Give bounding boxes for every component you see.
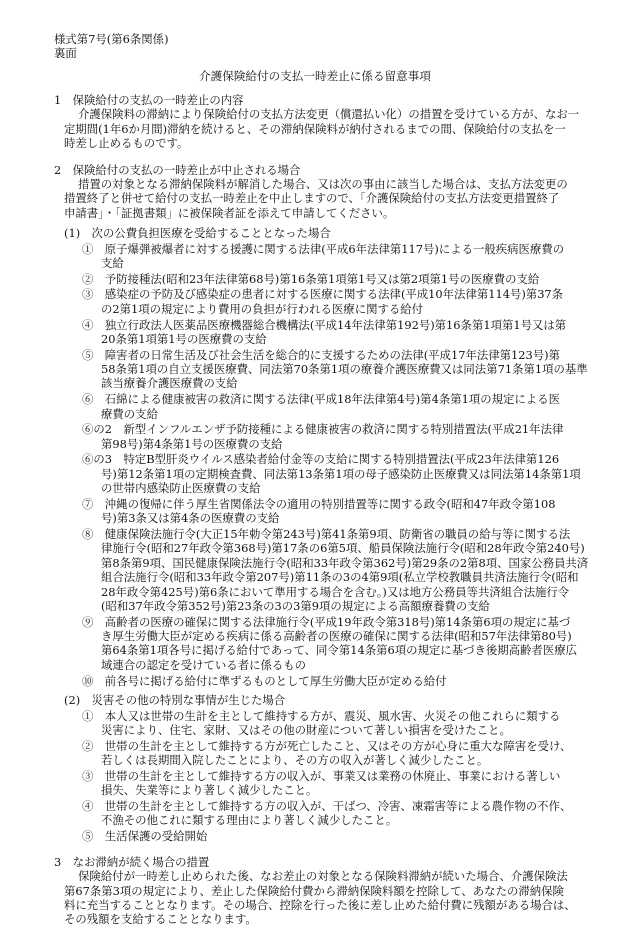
- section-body-line: 料に充当することとなります。その場合、控除を行った後に差し止めた給付費に残額がある場合は、: [64, 897, 576, 912]
- section-body-line: 時差し止めるものです。: [64, 136, 189, 151]
- list-item-line: 律施行令(昭和27年政令第368号)第17条の6第5項、船員保険法施行令(昭和28年政令第240号): [101, 541, 585, 556]
- form-number: 様式第7号(第6条関係): [54, 32, 169, 46]
- section-body-line: その残額を支給することとなります。: [64, 912, 257, 926]
- section-body-line: 措置終了と併せて給付の支払一時差止を中止しますので、「介護保険給付の支払方法変更措置終了: [64, 191, 560, 206]
- list-item-line: ② 世帯の生計を主として維持する方が死亡したこと、又はその方が心身に重大な障害を受け、: [82, 738, 572, 753]
- list-item-line: 支給: [101, 256, 124, 270]
- section-heading: 2 保険給付の支払の一時差止が中止される場合: [54, 162, 301, 177]
- list-item-line: ⑤ 生活保護の受給開始: [82, 829, 208, 843]
- list-item-line: 該当療養介護医療費の支給: [101, 376, 238, 391]
- list-item-line: ⑥の2 新型インフルエンザ予防接種による健康被害の救済に関する特別措置法(平成21年法律: [82, 422, 564, 437]
- list-item-line: の世帯内感染防止医療費の支給: [101, 481, 261, 496]
- list-item-line: の2第1項の規定により費用の負担が行われる医療に関する給付: [101, 301, 424, 316]
- list-item-line: 域連合の認定を受けている者に係るもの: [101, 657, 307, 672]
- list-item-line: 組合法施行令(昭和33年政令第207号)第11条の3の4第9項(私立学校教職員共済法施行令(昭和: [101, 570, 579, 585]
- subsection-heading: (1) 次の公費負担医療を受給することとなった場合: [64, 226, 331, 241]
- list-item-line: ⑨ 高齢者の医療の確保に関する法律施行令(平成19年政令第318号)第14条第6項の規定に基づ: [82, 614, 571, 629]
- list-item-line: 不漁その他これに類する理由により著しく減少したこと。: [101, 813, 398, 828]
- list-item-line: 第98号)第4条第1号の医療費の支給: [101, 436, 283, 451]
- list-item-line: 号)第3条又は第4条の医療費の支給: [101, 511, 280, 526]
- section-body-line: 介護保険料の滞納により保険給付の支払方法変更（償還払い化）の措置を受けている方が、なお一: [78, 107, 580, 122]
- list-item-line: 災害により、住宅、家財、又はその他の財産について著しい損害を受けたこと。: [101, 723, 511, 737]
- list-item-line: ④ 独立行政法人医薬品医療機器総合機構法(平成14年法律第192号)第16条第1項第1号又は第: [82, 317, 567, 332]
- list-item-line: ③ 感染症の予防及び感染症の患者に対する医療に関する法律(平成10年法律第114号)第37条: [82, 287, 564, 302]
- list-item-line: ① 本人又は世帯の生計を主として維持する方が、震災、風水害、火災その他これらに類する: [82, 708, 561, 723]
- list-item-line: ⑧ 健康保険法施行令(大正15年勅令第243号)第41条第9項、防衛省の職員の給与等に関する法: [82, 526, 571, 541]
- list-item-line: ⑩ 前各号に掲げる給付に準ずるものとして厚生労働大臣が定める給付: [82, 673, 447, 688]
- list-item-line: 号)第12条第1項の定期検査費、同法第13条第1項の母子感染防止医療費又は同法第14条第1項: [101, 466, 581, 481]
- list-item-line: 療費の支給: [101, 406, 158, 421]
- list-item-line: ③ 世帯の生計を主として維持する方の収入が、事業又は業務の休廃止、事業における著しい: [82, 768, 561, 783]
- list-item-line: 若しくは長期間入院したことにより、その方の収入が著しく減少したこと。: [101, 753, 489, 768]
- list-item-line: ④ 世帯の生計を主として維持する方の収入が、干ばつ、冷害、凍霜害等による農作物の不作、: [82, 798, 572, 813]
- document-title: 介護保険給付の支払一時差止に係る留意事項: [199, 69, 431, 83]
- list-item-line: き厚生労働大臣が定める疾病に係る高齢者の医療の確保に関する法律(昭和57年法律第80号): [101, 629, 572, 643]
- list-item-line: ② 予防接種法(昭和23年法律第68号)第16条第1項第1号又は第2項第1号の医療費の支給: [82, 271, 540, 286]
- section-body-line: 措置の対象となる滞納保険料が解消した場合、又は次の事由に該当した場合は、支払方法変更の: [78, 177, 568, 191]
- list-item-line: 第64条第1項各号に掲げる給付であって、同令第14条第6項の規定に基づき後期高齢者医療広: [101, 643, 577, 658]
- list-item-line: 28年政令第425号)第6条において準用する場合を含む。)又は地方公務員等共済組合法施行令: [101, 584, 570, 599]
- list-item-line: ① 原子爆弾被爆者に対する援護に関する法律(平成6年法律第117号)による一般疾病医療費の: [82, 241, 565, 256]
- list-item-line: ⑥の3 特定B型肝炎ウイルス感染者給付金等の支給に関する特別措置法(平成23年法律第126: [82, 452, 560, 467]
- section-heading: 1 保険給付の支払の一時差止の内容: [54, 93, 244, 107]
- list-item-line: ⑤ 障害者の日常生活及び社会生活を総合的に支援するための法律(平成17年法律第123号)第: [82, 347, 560, 362]
- section-body-line: 定期間(1年6か月間)滞納を続けると、その滞納保険料が納付されるまでの間、保険給付の支払を一: [64, 121, 566, 136]
- list-item-line: 20条第1項第1号の医療費の支給: [101, 331, 267, 346]
- section-body-line: 申請書」・「証拠書類」に被保険者証を添えて申請してください。: [64, 205, 395, 220]
- list-item-line: 第8条第9項、国民健康保険法施行令(昭和33年政令第362号)第29条の2第8項、国家公務員共済: [101, 555, 589, 570]
- subsection-heading: (2) 災害その他の特別な事情が生じた場合: [64, 693, 286, 708]
- list-item-line: 58条第1項の自立支援医療費、同法第70条第1項の療養介護医療費又は同法第71条第1項の基準: [101, 362, 588, 376]
- list-item-line: ⑦ 沖縄の復帰に伴う厚生省関係法令の適用の特別措置等に関する政令(昭和47年政令第108: [82, 496, 556, 511]
- section-body-line: 第67条第3項の規定により、差止した保険給付費から滞納保険料額を控除して、あなたの滞納保険: [64, 883, 564, 898]
- list-item-line: 損失、失業等により著しく減少したこと。: [101, 783, 318, 798]
- section-body-line: 保険給付が一時差し止められた後、なお差止の対象となる保険料滞納が続いた場合、介護保険法: [78, 869, 568, 884]
- list-item-line: (昭和37年政令第352号)第23条の3の3第9項の規定による高額療養費の支給: [101, 598, 490, 613]
- list-item-line: ⑥ 石綿による健康被害の救済に関する法律(平成18年法律第4号)第4条第1項の規定による医: [82, 392, 560, 407]
- page-side-label: 裏面: [54, 46, 77, 60]
- section-heading: 3 なお滞納が続く場合の措置: [54, 854, 210, 869]
